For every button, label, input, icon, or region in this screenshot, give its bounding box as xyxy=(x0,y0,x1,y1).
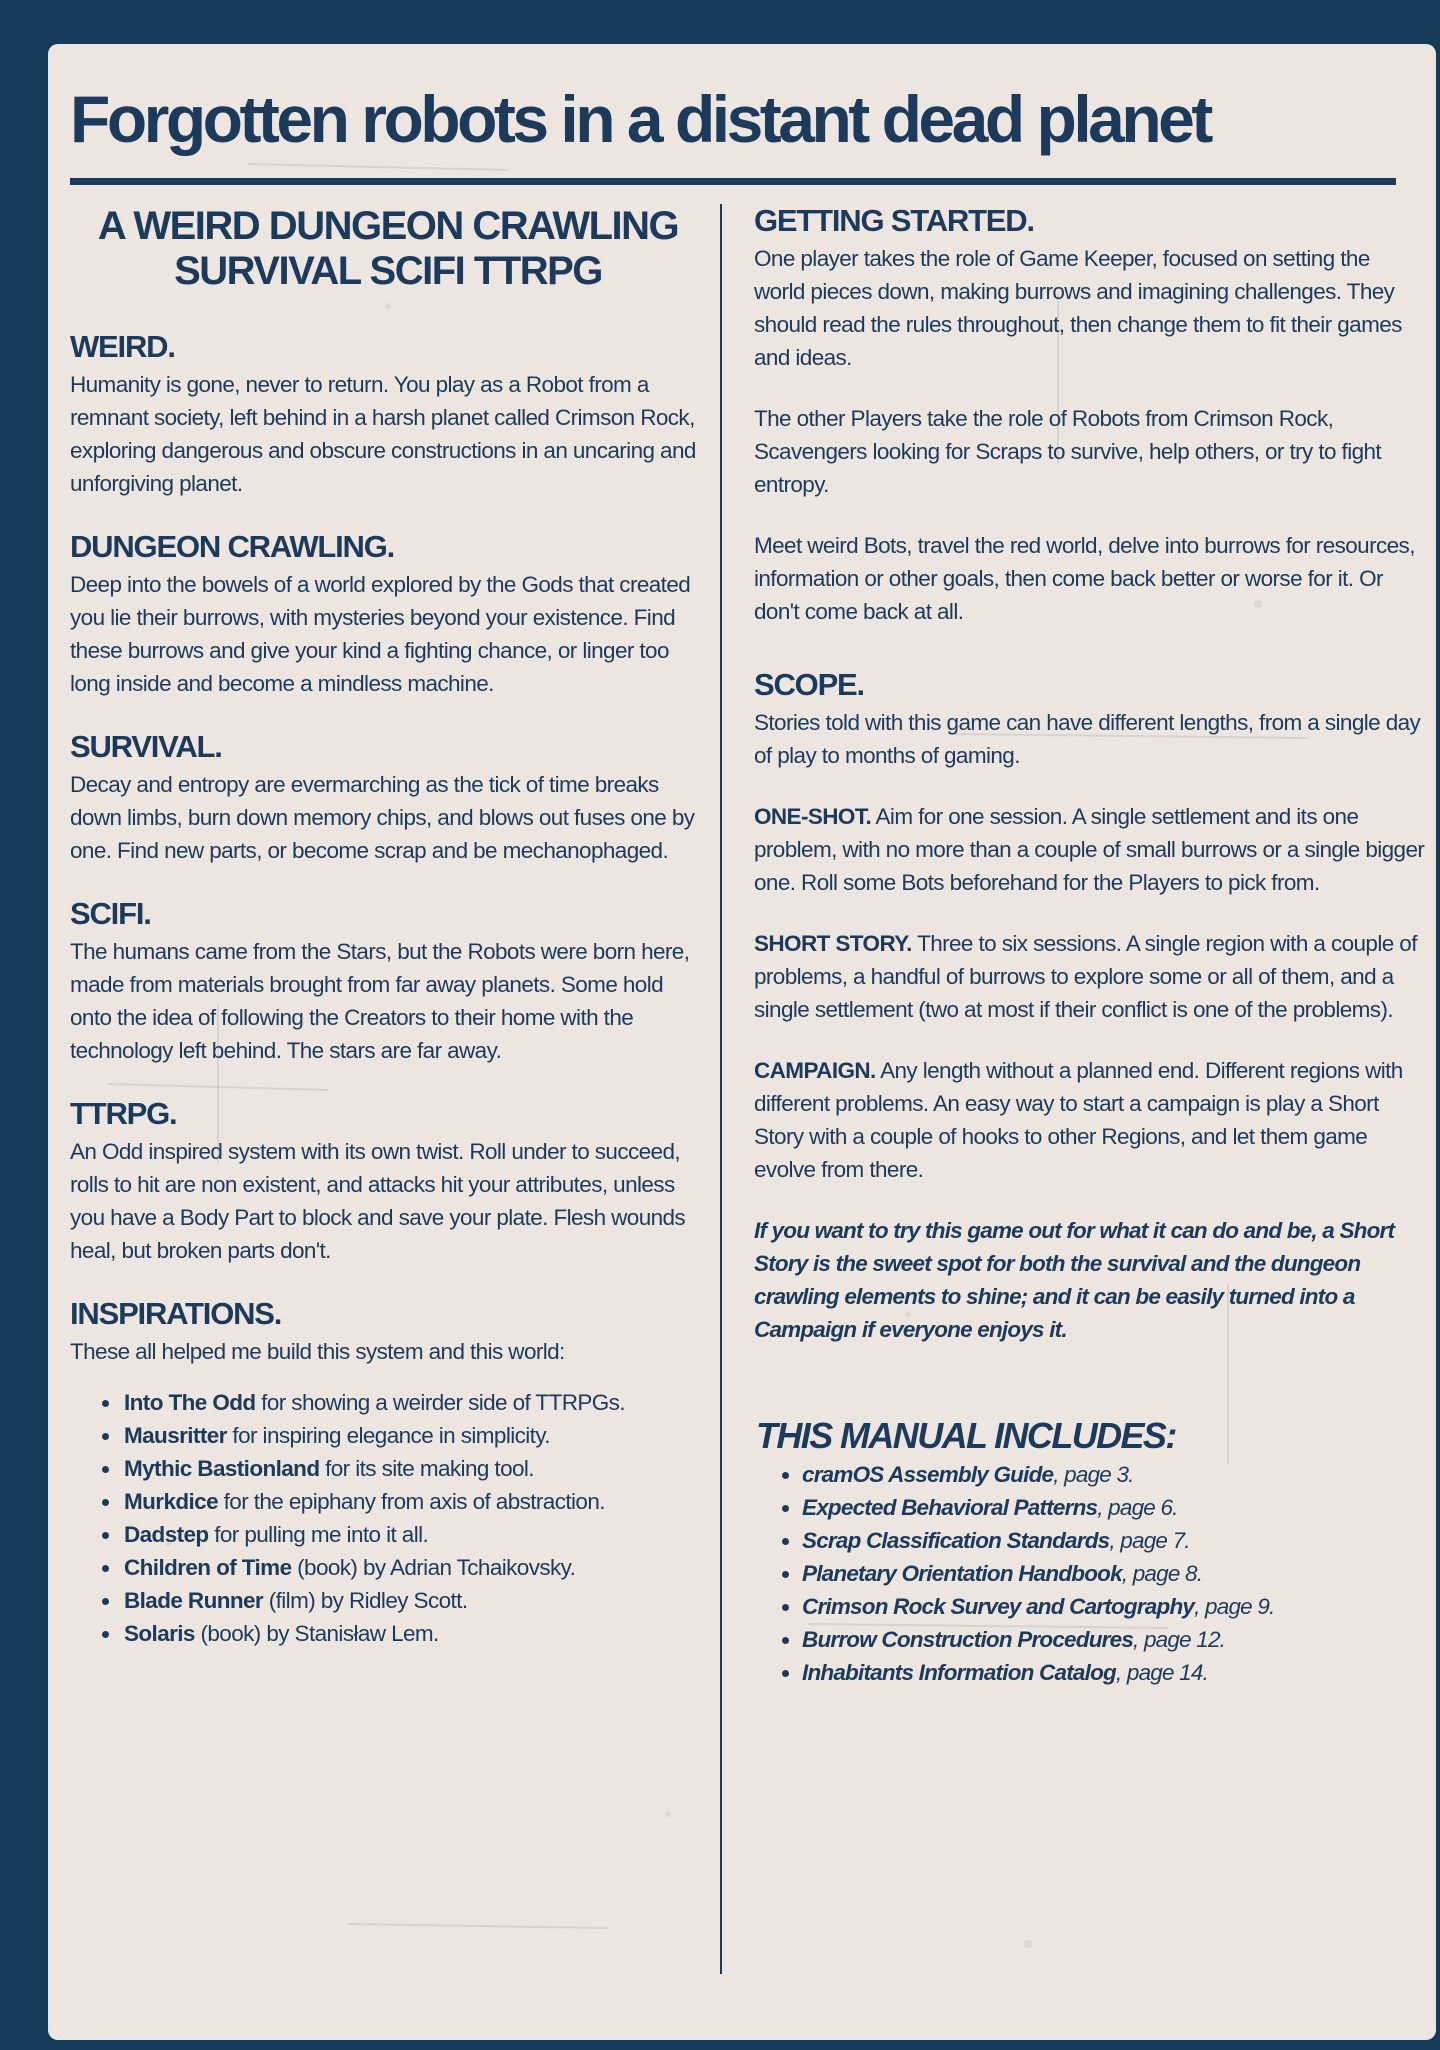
list-item xyxy=(122,1419,706,1452)
list-item xyxy=(122,1584,706,1617)
section-heading: TTRPG. xyxy=(70,1095,177,1131)
item-title: Into The Odd xyxy=(124,1390,256,1416)
item-title: cramOS Assembly Guide xyxy=(802,1461,1054,1487)
item-text: for pulling me into it all. xyxy=(208,1522,429,1548)
section-heading: SCIFI. xyxy=(70,895,151,931)
section-text: An Odd inspired system with its own twist. Roll under to succeed, rolls to hit are non existent, and attacks hit your attributes, unless you have a Body Part to block and save your plate. Flesh wounds heal, but broken parts don't. xyxy=(70,1139,686,1264)
list-item xyxy=(122,1485,706,1518)
page-title: Forgotten robots in a distant dead planet xyxy=(70,82,1210,156)
section-heading: SCOPE. xyxy=(754,667,864,703)
scope-campaign xyxy=(754,1054,1426,1186)
list-item xyxy=(802,1590,1426,1623)
section-heading: SURVIVAL. xyxy=(70,728,222,764)
column-divider xyxy=(720,204,722,1974)
list-item xyxy=(122,1452,706,1485)
item-title: Planetary Orientation Handbook xyxy=(802,1560,1122,1586)
item-title: Mythic Bastionland xyxy=(124,1456,320,1482)
item-title: Mausritter xyxy=(124,1423,227,1449)
scope-lead: SHORT STORY. xyxy=(754,931,912,957)
item-text: , page 14. xyxy=(1115,1659,1209,1685)
scope-short-story xyxy=(754,927,1426,1026)
list-item xyxy=(802,1656,1426,1689)
section-text: The humans came from the Stars, but the Robots were born here, made from materials brought from far away planets. Some hold onto the idea of following the Creators to their home with the technology left behind. The stars are far away. xyxy=(70,938,690,1063)
section-survival xyxy=(70,730,706,867)
section-text: Stories told with this game can have different lengths, from a single day of play to months of gaming. xyxy=(754,710,1421,769)
list-item xyxy=(122,1518,706,1551)
item-title: Scrap Classification Standards xyxy=(802,1527,1110,1553)
scope-text: Three to six sessions. A single region with a couple of problems, a handful of burrows to explore some or all of them, and a single settlement (two at most if their conflict is one of the problems). xyxy=(754,931,1417,1023)
document-page xyxy=(48,44,1436,2040)
list-item xyxy=(122,1617,706,1650)
item-title: Inhabitants Information Catalog xyxy=(802,1659,1116,1685)
item-text: for showing a weirder side of TTRPGs. xyxy=(255,1390,625,1416)
section-heading: WEIRD. xyxy=(70,328,175,364)
page-subtitle xyxy=(70,204,706,294)
scope-one-shot xyxy=(754,800,1426,899)
item-title: Solaris xyxy=(124,1621,195,1647)
section-dungeon-crawling xyxy=(70,530,706,700)
section-ttrpg xyxy=(70,1097,706,1267)
list-item xyxy=(802,1557,1426,1590)
section-heading: GETTING STARTED. xyxy=(754,203,1034,238)
section-manual-includes xyxy=(754,1416,1426,1689)
scope-text: Aim for one session. A single settlement and its one problem, with no more than a couple of small burrows or a single bigger one. Roll some Bots beforehand for the Players to pick from. xyxy=(754,804,1425,896)
list-item xyxy=(802,1458,1426,1491)
section-inspirations xyxy=(70,1297,706,1650)
item-title: Murkdice xyxy=(124,1489,218,1515)
item-title: Crimson Rock Survey and Cartography xyxy=(802,1593,1195,1619)
item-text: for its site making tool. xyxy=(319,1456,534,1482)
item-text: , page 8. xyxy=(1121,1560,1203,1586)
section-text: These all helped me build this system and this world: xyxy=(70,1339,565,1365)
right-column xyxy=(754,204,1426,1689)
item-text: (book) by Adrian Tchaikovsky. xyxy=(291,1555,576,1581)
item-title: Expected Behavioral Patterns xyxy=(802,1494,1098,1520)
item-text: , page 3. xyxy=(1053,1461,1134,1487)
item-title: Dadstep xyxy=(124,1522,209,1548)
item-text: , page 6. xyxy=(1097,1494,1178,1520)
list-item xyxy=(122,1551,706,1584)
title-divider xyxy=(70,178,1396,185)
section-weird xyxy=(70,330,706,500)
section-text: Meet weird Bots, travel the red world, delve into burrows for resources, information or other goals, then come back better or worse for it. Or don't come back at all. xyxy=(754,533,1415,625)
section-text: The other Players take the role of Robots from Crimson Rock, Scavengers looking for Scraps to survive, help others, or try to fight entropy. xyxy=(754,406,1382,498)
item-text: for inspiring elegance in simplicity. xyxy=(226,1423,550,1449)
scope-text: Any length without a planned end. Different regions with different problems. An easy way to start a campaign is play a Short Story with a couple of hooks to other Regions, and let them game evolve from there. xyxy=(754,1058,1403,1183)
item-title: Blade Runner xyxy=(124,1588,264,1614)
section-text: Deep into the bowels of a world explored by the Gods that created you lie their burrows, with mysteries beyond your existence. Find these burrows and give your kind a fighting chance, or linger too long inside and become a mindless machine. xyxy=(70,571,691,696)
section-text: One player takes the role of Game Keeper, focused on setting the world pieces down, making burrows and imagining challenges. They should read the rules throughout, then change them to fit their games and ideas. xyxy=(754,246,1402,371)
list-item xyxy=(802,1491,1426,1524)
section-scope xyxy=(754,668,1426,1346)
section-scifi xyxy=(70,897,706,1067)
manual-list xyxy=(754,1458,1426,1689)
left-column xyxy=(70,204,706,1650)
item-text: (book) by Stanisław Lem. xyxy=(194,1621,439,1647)
scope-lead: ONE-SHOT. xyxy=(754,804,872,830)
list-item xyxy=(802,1623,1426,1656)
inspirations-list xyxy=(70,1386,706,1650)
scope-lead: CAMPAIGN. xyxy=(754,1058,876,1084)
list-item xyxy=(122,1386,706,1419)
list-item xyxy=(802,1524,1426,1557)
section-text: Decay and entropy are evermarching as the tick of time breaks down limbs, burn down memory chips, and blows out fuses one by one. Find new parts, or become scrap and be mechanophaged. xyxy=(70,771,695,863)
item-text: for the epiphany from axis of abstraction. xyxy=(217,1489,605,1515)
section-heading: THIS MANUAL INCLUDES: xyxy=(756,1415,1176,1457)
item-title: Children of Time xyxy=(124,1555,292,1581)
scope-note: If you want to try this game out for what it can do and be, a Short Story is the sweet spot for both the survival and the dungeon crawling elements to shine; and it can be easily turned into a Campaign if everyone enjoys it. xyxy=(754,1218,1395,1343)
section-text: Humanity is gone, never to return. You play as a Robot from a remnant society, left behind in a harsh planet called Crimson Rock, exploring dangerous and obscure constructions in an uncaring and unforgiving planet. xyxy=(70,371,696,496)
subtitle-line-1: A WEIRD DUNGEON CRAWLING xyxy=(97,204,679,248)
item-text: (film) by Ridley Scott. xyxy=(263,1588,468,1614)
item-text: , page 7. xyxy=(1109,1527,1190,1553)
item-text: , page 12. xyxy=(1133,1626,1226,1652)
item-text: , page 9. xyxy=(1194,1593,1275,1619)
section-heading: INSPIRATIONS. xyxy=(70,1296,282,1332)
section-getting-started xyxy=(754,204,1426,628)
item-title: Burrow Construction Procedures xyxy=(802,1626,1134,1652)
subtitle-line-2: SURVIVAL SCIFI TTRPG xyxy=(174,248,602,293)
section-heading: DUNGEON CRAWLING. xyxy=(70,528,395,564)
